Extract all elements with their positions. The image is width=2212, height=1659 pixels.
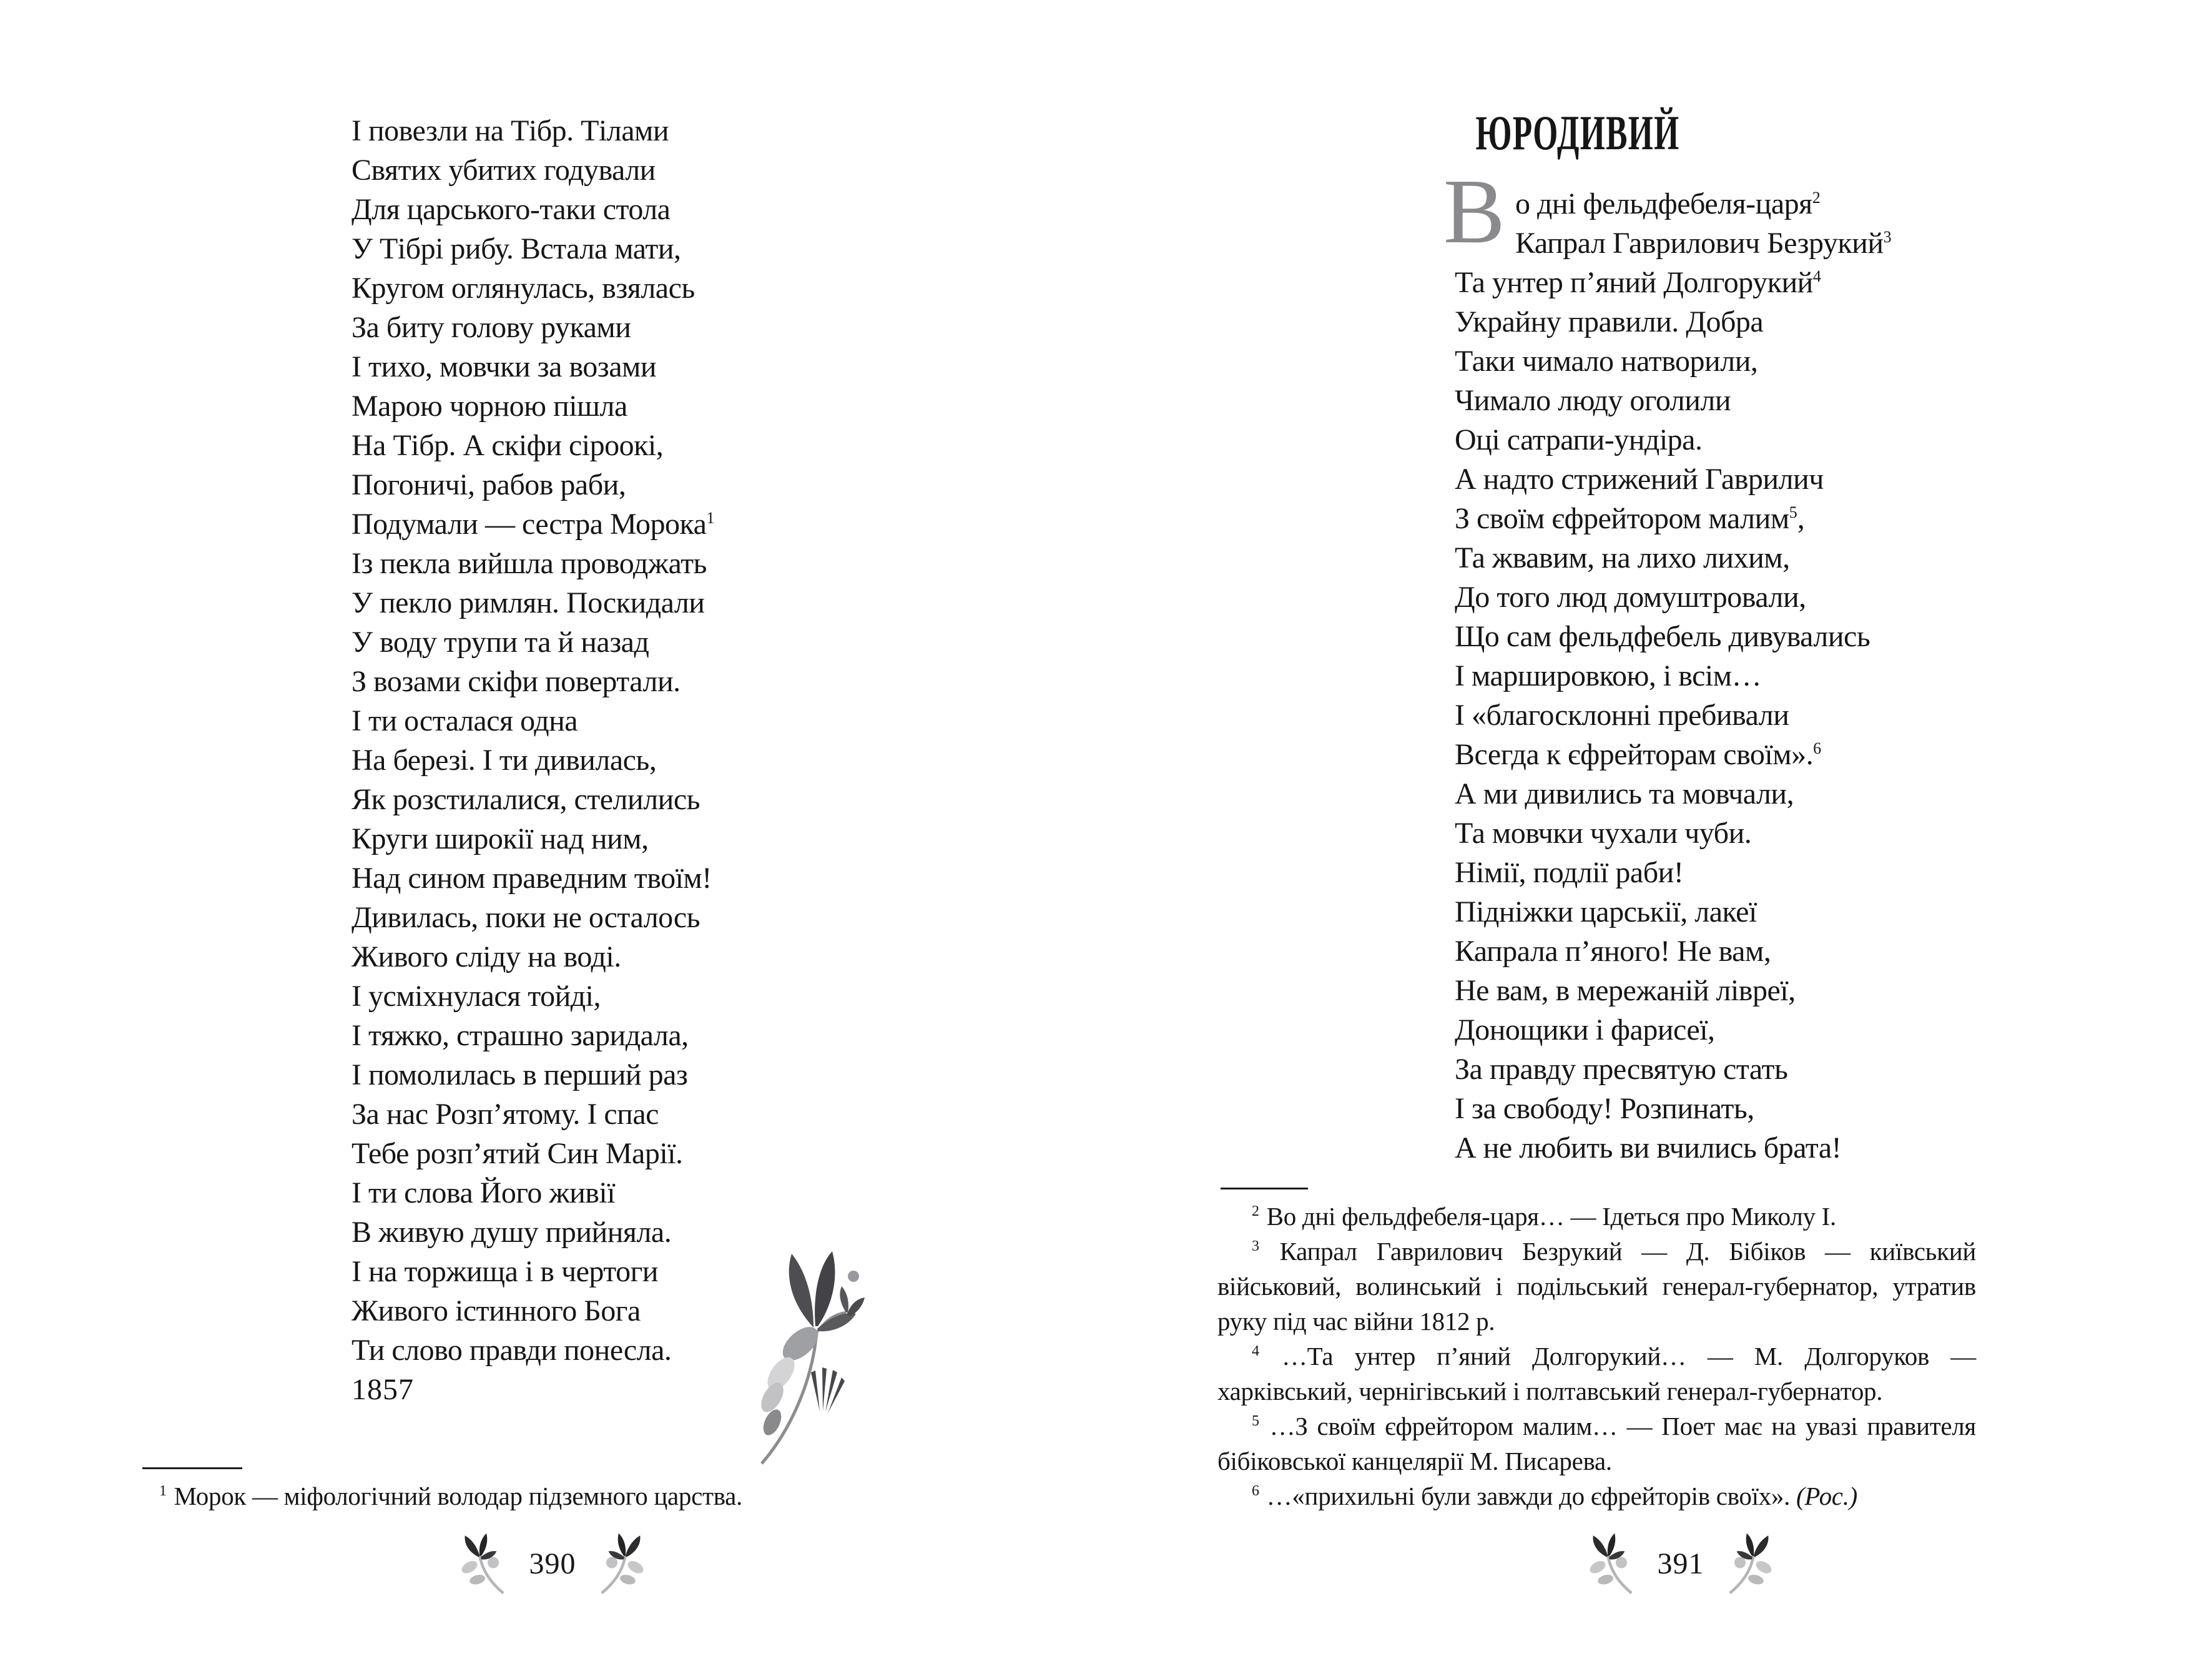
poem-line: Таки чимало натворили, [1455,345,1758,378]
footnote: $^6$ …«прихильні були завжди до єфрейторів своїх». (Рос.) [1252,1482,1858,1510]
poem-line: Тебе розп’ятий Син Марії. [351,1137,683,1170]
poem-line: Всегда к єфрейторам своїм».$^6$ [1455,738,1822,771]
page-footer-right [1584,1531,1778,1596]
poem-line: І ти слова Його живії [351,1176,616,1209]
poem-line: Німії, подлії раби! [1455,856,1684,889]
poem-line: А ми дивились та мовчали, [1455,777,1794,810]
poem-line: Украйну правили. Добра [1455,305,1764,338]
poem-line: Подумали — сестра Морока$^1$ [351,508,715,541]
poem-line: Круги широкії над ним, [351,822,649,855]
poem-line: Підніжки царськії, лакеї [1455,895,1757,928]
poem-line: І ти осталася одна [351,704,578,737]
poem-line: І на торжища і в чертоги [351,1255,658,1288]
poem-line: У пекло римлян. Поскидали [351,586,705,619]
footnote: $^1$ Морок — міфологічний володар підземного царства. [159,1482,742,1510]
poem-line: І повезли на Тібр. Тілами [351,114,669,147]
poem-line: Капрал Гаврилович Безрукий$^3$ [1515,227,1892,260]
poem-body-left [351,111,714,1370]
poem-line: Та мовчки чухали чуби. [1455,817,1752,850]
poem-line: Живого сліду на воді. [351,940,621,973]
floral-sprig-icon [592,1531,650,1596]
poem-line: Дивилась, поки не осталось [351,901,700,934]
poem-line: І усміхнулася тойді, [351,980,601,1013]
footnotes-right [1217,1199,1976,1514]
page-number: 391 [1657,1547,1704,1580]
poem-line: За нас Розп’ятому. І спас [351,1098,659,1131]
footnote: $^4$ …Та унтер п’яний Долгорукий… — М. Долгоруков — харківський, чернігівський і полтавський генерал-губернатор. [1217,1342,1976,1405]
poem-line: І маршировкою, і всім… [1455,659,1762,692]
poem-line: Оці сатрапи-ундіра. [1455,423,1703,456]
poem-line: На Тібр. А скіфи сіроокі, [351,429,664,462]
poem-line: В живую душу прийняла. [351,1216,672,1249]
poem-line: Живого істинного Бога [351,1294,641,1327]
poem-line: Для царського-таки стола [351,193,671,226]
poem-line: Погоничі, рабов раби, [351,468,626,501]
footnote: $^2$ Во дні фельдфебеля-царя… — Ідеться про Миколу І. [1252,1202,1836,1231]
poem-line: І за свободу! Розпинать, [1455,1092,1754,1125]
flower-ornament [740,1225,883,1469]
poem-line: У воду трупи та й назад [351,626,649,659]
poem-line: А надто стрижений Гаврилич [1455,463,1824,496]
poem-line: Як розстилалися, стелились [351,783,700,816]
footnotes-left [144,1479,974,1514]
poem-line: До того люд домуштровали, [1455,581,1806,614]
poem-line: Капрала п’яного! Не вам, [1455,935,1771,968]
poem-title: ЮРОДИВИЙ [1475,106,1680,160]
page-number: 390 [529,1547,576,1580]
footnote-separator [142,1467,242,1469]
drop-cap: В [1443,160,1505,263]
poem-line: Що сам фельдфебель дивувались [1455,620,1870,653]
floral-sprig-icon [1721,1531,1778,1596]
footnote: $^3$ Капрал Гаврилович Безрукий — Д. Бібіков — київський військовий, волинський і подільський генерал-губернатор, утратив руку під час війни 1812 р. [1217,1237,1976,1336]
footnote-separator [1221,1188,1308,1189]
poem-line: о дні фельдфебеля-царя$^2$ [1515,187,1821,220]
poem-line: А не любить ви вчились брата! [1455,1131,1842,1164]
poem-date: 1857 [351,1373,414,1406]
poem-body-right [1455,184,1892,1168]
poem-line: Не вам, в мережаній лівреї, [1455,974,1796,1007]
poem-line: Святих убитих годували [351,154,656,187]
poem-line: І «благосклонні пребивали [1455,699,1789,732]
poem-line: Та унтер п’яний Долгорукий$^4$ [1455,266,1821,299]
poem-line: Та жвавим, на лихо лихим, [1455,541,1790,574]
poem-line: На березі. І ти дивилась, [351,744,657,777]
poem-line: Над сином праведним твоїм! [351,862,712,895]
poem-line: Чимало люду оголили [1455,384,1731,417]
floral-sprig-icon [1584,1531,1641,1596]
poem-line: Донощики і фарисеї, [1455,1013,1715,1046]
poem-line: За биту голову руками [351,311,631,344]
poem-line: Із пекла вийшла проводжать [351,547,707,580]
poem-line: І тихо, мовчки за возами [351,350,657,383]
poem-line: З возами скіфи повертали. [351,665,681,698]
poem-line: І помолилась в перший раз [351,1058,688,1091]
floral-sprig-icon [456,1531,513,1596]
page-footer-left [456,1531,650,1596]
poem-line: І тяжко, страшно заридала, [351,1019,689,1052]
poem-line: У Тібрі рибу. Встала мати, [351,232,681,265]
poem-line: Ти слово правди понесла. [351,1334,672,1367]
footnote: $^5$ …З своїм єфрейтором малим… — Поет має на увазі правителя бібіковської канцелярії М. Писарева. [1217,1412,1976,1475]
poem-line: З своїм єфрейтором малим$^5$, [1455,502,1805,535]
poem-line: За правду пресвятую стать [1455,1053,1788,1086]
poem-line: Марою чорною пішла [351,390,627,423]
poem-line: Кругом оглянулась, взялась [351,272,695,305]
